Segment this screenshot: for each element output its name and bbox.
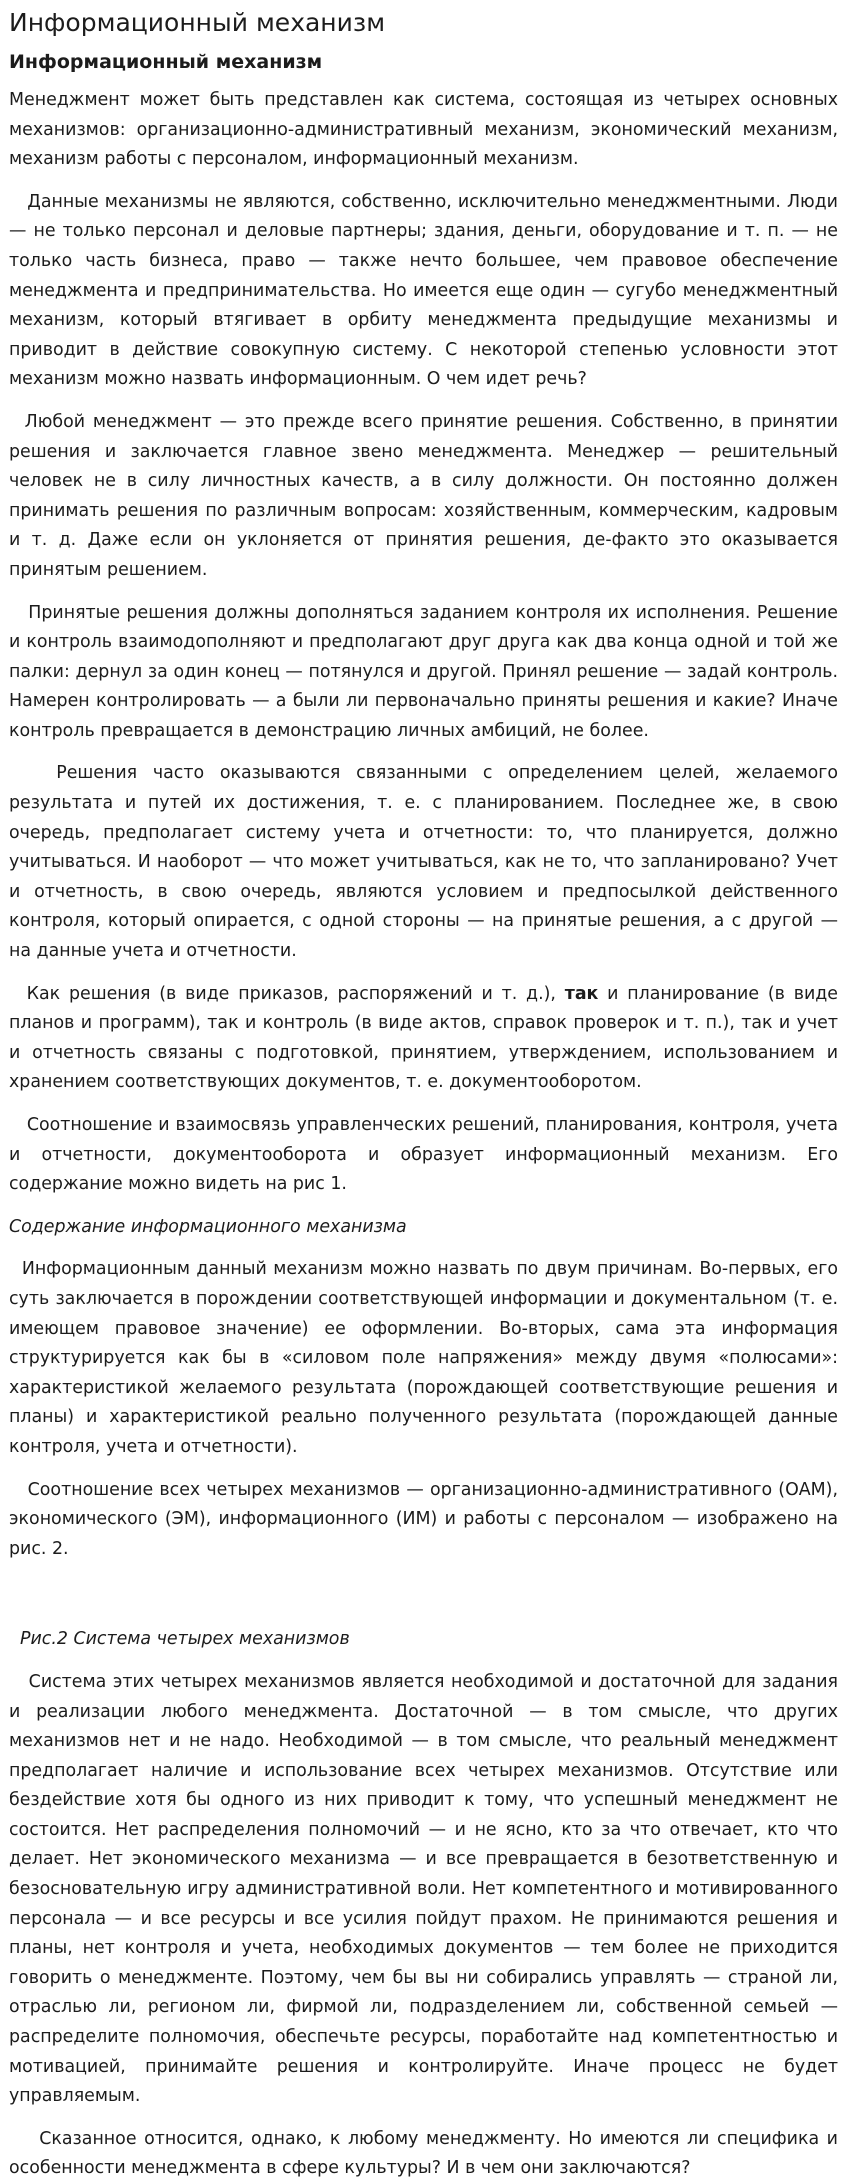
paragraph-intro: Менеджмент может быть представлен как система, состоящая из четырех основных механизмов: организационно-административный механизм, экономический механизм, механизм работы с персоналом, информационный механизм. <box>9 90 838 170</box>
figure-caption-1: Содержание информационного механизма <box>9 1216 407 1237</box>
paragraph-text: Данные механизмы не являются, собственно, исключительно менеджментными. Люди — не только персонал и деловые партнеры; здания, деньги, оборудование и т. п. — не только часть бизнеса, право — также нечто большее, чем правовое обеспечение менеджмента и предпринимательства. Но имеется еще один — сугубо менеджментный механизм, который втягивает в орбиту менеджмента предыдущие механизмы и приводит в действие совокупную систему. С некоторой степенью условности этот механизм можно назвать информационным. О чем идет речь? <box>9 191 838 390</box>
paragraph-text: и планирование (в виде планов и программ), так и контроль (в виде актов, справок проверок и т. п.), так и учет и отчетность связаны с подготовкой, принятием, утверждением, использованием и хранением соответствующих документов, т. е. документооборотом. <box>9 983 838 1093</box>
page-title: Информационный механизм <box>9 8 386 37</box>
bold-word: так <box>564 983 599 1004</box>
paragraph-documents <box>9 980 838 1098</box>
paragraph-text: Информационным данный механизм можно назвать по двум причинам. Во-первых, его суть заключается в порождении соответствующей информации и документальном (т. е. имеющем правовое значение) ее оформлении. Во-вторых, сама эта информация структурируется как бы в «силовом поле напряжения» между двумя «полюсами»: характеристикой желаемого результата (порождающей соответствующие решения и планы) и характеристикой реально полученного результата (порождающей данные контроля, учета и отчетности). <box>9 1259 838 1457</box>
paragraph-system <box>9 1668 838 2112</box>
paragraph-four-mechanisms <box>9 1476 838 1565</box>
paragraph-text: Соотношение всех четырех механизмов — организационно-административного (ОАМ), экономического (ЭМ), информационного (ИМ) и работы с персоналом — изображено на рис. 2. <box>9 1479 838 1559</box>
paragraph-two-reasons <box>9 1255 838 1462</box>
paragraph-text: Принятые решения должны дополняться заданием контроля их исполнения. Решение и контроль взаимодополняют и предполагают друг друга как два конца одной и той же палки: дернул за один конец — потянулся и другой. Принял решение — задай контроль. Намерен контролировать — а были ли первоначально приняты решения и какие? Иначе контроль превращается в демонстрацию личных амбиций, не более. <box>9 602 838 741</box>
paragraph-text: Решения часто оказываются связанными с определением целей, желаемого результата и путей их достижения, т. е. с планированием. Последнее же, в свою очередь, предполагает систему учета и отчетности: то, что планируется, должно учитываться. И наоборот — что может учитываться, как не то, что запланировано? Учет и отчетность, в свою очередь, являются условием и предпосылкой действенного контроля, который опирается, с одной стороны — на принятые решения, а с другой — на данные учета и отчетности. <box>9 763 838 962</box>
paragraph-culture <box>9 2125 838 2184</box>
paragraph-mechanisms <box>9 188 838 395</box>
paragraph-text: Как решения (в виде приказов, распоряжений и т. д.), <box>26 983 565 1004</box>
paragraph-decisions <box>9 408 838 586</box>
paragraph-planning <box>9 759 838 966</box>
paragraph-text: Любой менеджмент — это прежде всего принятие решения. Собственно, в принятии решения и заключается главное звено менеджмента. Менеджер — решительный человек не в силу личностных качеств, а в силу должности. Он постоянно должен принимать решения по различным вопросам: хозяйственным, коммерческим, кадровым и т. д. Даже если он уклоняется от принятия решения, де-факто это оказывается принятым решением. <box>9 411 839 580</box>
figure-caption-2: Рис.2 Система четырех механизмов <box>20 1629 350 1650</box>
paragraph-info-mechanism <box>9 1111 838 1200</box>
paragraph-text: Сказанное относится, однако, к любому менеджменту. Но имеются ли специфика и особенности менеджмента в сфере культуры? И в чем они заключаются? <box>9 2128 838 2179</box>
paragraph-text: Соотношение и взаимосвязь управленческих решений, планирования, контроля, учета и отчетности, документооборота и образует информационный механизм. Его содержание можно видеть на рис 1. <box>9 1115 838 1195</box>
figure-placeholder <box>9 1577 838 1625</box>
paragraph-control <box>9 599 838 747</box>
paragraph-text: Система этих четырех механизмов является необходимой и достаточной для задания и реализации любого менеджмента. Достаточной — в том смысле, что других механизмов нет и не надо. Необходимой — в том смысле, что реальный менеджмент предполагает наличие и использование всех четырех механизмов. Отсутствие или бездействие хотя бы одного из них приводит к тому, что успешный менеджмент не состоится. Нет распределения полномочий — и не ясно, кто за что отвечает, кто что делает. Нет экономического механизма — и все превращается в безответственную и безосновательную игру административной воли. Нет компетентного и мотивированного персонала — и все ресурсы и все усилия пойдут прахом. Не принимаются решения и планы, нет контроля и учета, необходимых документов — тем более не приходится говорить о менеджменте. Поэтому, чем бы вы ни собирались управлять — страной ли, отраслью ли, регионом ли, фирмой ли, подразделением ли, собственной семьей — распределите полномочия, обеспечьте ресурсы, поработайте над компетентностью и мотивацией, принимайте решения и контролируйте. Иначе процесс не будет управляемым. <box>9 1671 838 2107</box>
section-heading: Информационный механизм <box>9 51 323 73</box>
